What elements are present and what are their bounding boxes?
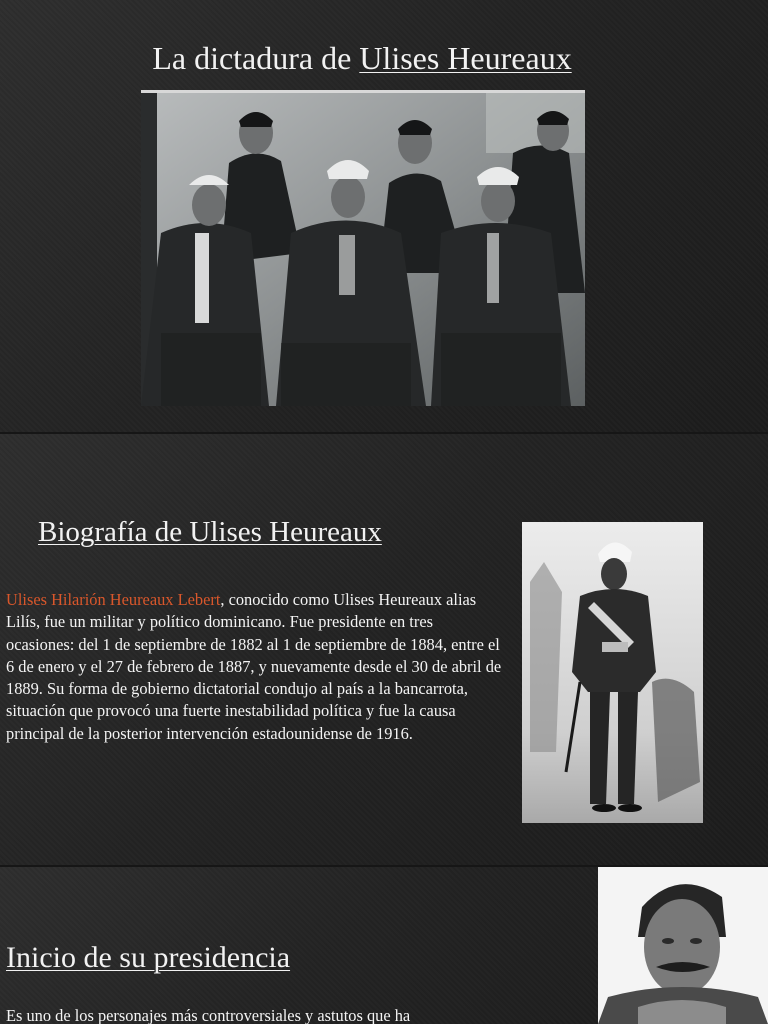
slide-inicio-presidencia <box>0 867 768 1024</box>
full-body-portrait <box>522 522 703 823</box>
slide-title: Inicio de su presidencia <box>6 941 291 974</box>
title-prefix: La dictadura de <box>152 40 360 76</box>
slide-title: Biografía de Ulises Heureaux <box>38 516 382 548</box>
bio-paragraph <box>6 589 502 745</box>
slide-dictadura <box>0 0 768 432</box>
slide-title <box>0 40 724 77</box>
slide-biografia <box>0 434 768 865</box>
bio-name-link[interactable]: Ulises Hilarión Heureaux Lebert <box>6 590 221 609</box>
group-photo <box>141 90 585 409</box>
title-link[interactable]: Ulises Heureaux <box>359 40 572 76</box>
bust-portrait <box>598 867 768 1024</box>
inicio-paragraph: Es uno de los personajes más controversiales y astutos que ha <box>6 1006 411 1024</box>
bio-body: , conocido como Ulises Heureaux alias Lilís, fue un militar y político dominicano. Fue presidente en tres ocasiones: del 1 de septiembre de 1882 al 1 de septiembre de 1884, entre el 6 de enero y el 27 de febrero de 1887, y nuevamente desde el 30 de abril de 1889. Su forma de gobierno dictatorial condujo al país a la bancarrota, situación que provocó una fuerte inestabilidad política y fue la causa principal de la posterior intervención estadounidense de 1916. <box>6 590 502 743</box>
